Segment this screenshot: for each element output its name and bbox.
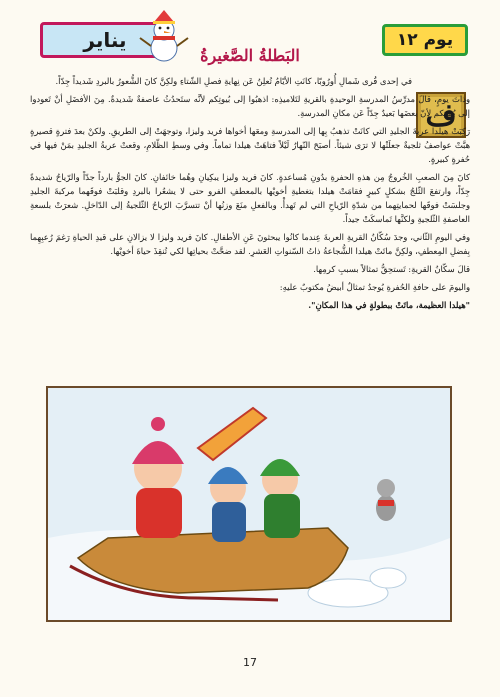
paragraph: وذاتَ يومٍ، قالَ مدرِّسُ المدرسةِ الوحيدةِ بالقريةِ لتَلاميذِه: اذهبُوا إلى بُيوتِكم لأنَّه ستَحدُثُ عاصفةٌ شَديدةٌ. مِنَ الأفضَلِ أنْ تَعودوا إلى بُيوتِكم لأنّ بعضَها بَعيدٌ جِدّاً عَن مكانِ المدرسةِ.: [30, 94, 470, 118]
page-number: 17: [243, 656, 257, 669]
story-title: البَطلةُ الصَّغيرةُ: [200, 46, 300, 65]
drop-letter: ف: [421, 97, 461, 133]
paragraph: قالَ سكّانُ القريةِ: تَستحِقُّ تمثالاً بسببِ كرمِها.: [313, 264, 470, 274]
paragraph: واليومَ على حافةِ الحُفرةِ يُوجدُ تمثالٌ أبيضُ مكتوبٌ عليهِ:: [279, 282, 470, 292]
story-illustration: [46, 386, 452, 622]
day-banner: [382, 24, 468, 56]
sled-children-illustration: [48, 388, 450, 620]
paragraph: كانَ مِنَ الصعبِ الخُروجُ مِن هذهِ الحفرةِ بدُونِ مُساعدةٍ. كانَ فريد وليزا يبكِيانِ وهُما خائفانِ. كانَ الجوُّ بارداً جدّاً والرّياحُ شديدةً جِدّاً، وارتفعَ الثّلجُ بشكلٍ كبيرٍ فقامَتْ هيلدا بتغطيةِ أخويْها بالمعطفِ الفرو حتى لا يشعُرا بالبردِ وقلبَتْ فوقَهما مركبةَ الجليدِ وجلسَتْ فوقَها لحمايتِهما من شدّةِ الرّياحِ التي لم تَهدأْ. وبالفعلِ منَعَ وزنُها أنْ تتسرَّبَ الرّياحُ الثّلجيةُ إلى الدّاخلِ. شعرَتْ بلسعةِ العاصفةِ الثّلجيةِ ولكنَّها تَماسكَتْ جيداً.: [30, 172, 470, 224]
paragraph: وفي اليومِ الثّاني، وجدَ سُكّانُ القريةِ العربةَ عِندما كانُوا يبحثونَ عَنِ الأطفالِ. كانَ فريد وليزا لا يزالانِ على قيدِ الحياةِ رَغمَ رُعبِهِما بِفضلِ المِعطفِ، ولكِنَّ ماتَتْ هيلدا الشُّجاعةُ ذاتُ السّنواتِ العَشرِ. لقد ضحَّتْ بحياتِها لكي تُنقِذَ حياةَ أخويْها.: [30, 232, 470, 256]
month-label: يناير: [83, 28, 127, 52]
story-text: [30, 74, 470, 312]
statue-inscription: "هيلدا العظيمة، ماتَتْ ببطولةٍ في هذا المكانِ".: [308, 300, 470, 310]
paragraph: في إحدى قُرى شَمالِ أُورُوبّا، كانَتِ الأيّامُ تُعلِنُ عَن نِهايةِ فصلِ الشّتاءِ ولكِنَّ كانَ الشُّعورُ بالبردِ شَديداً جِدّاً.: [55, 76, 412, 86]
paragraph: رَكِبَتْ هيلدا عربةَ الجليدِ التي كانَتْ تذهبُ بِها إلى المدرسةِ ومعَها أخواها فريد وليزا، وتوجهَتْ إلى الطريقِ. ولكنْ بعدَ فترةٍ قصيرةٍ هبَّتْ عواصفُ ثلجيةٌ جعلَتْها لا ترَى شيئاً. أصبَحَ النّهارُ لَيْلاً فتاهَتْ هيلدا تماماً. وفي وسطِ الظّلامِ، وقعتْ عربةُ الجليدِ بمَنْ فيها في حُفرةٍ كبيرةٍ.: [30, 126, 470, 164]
day-label: يوم ١٢: [396, 30, 454, 50]
